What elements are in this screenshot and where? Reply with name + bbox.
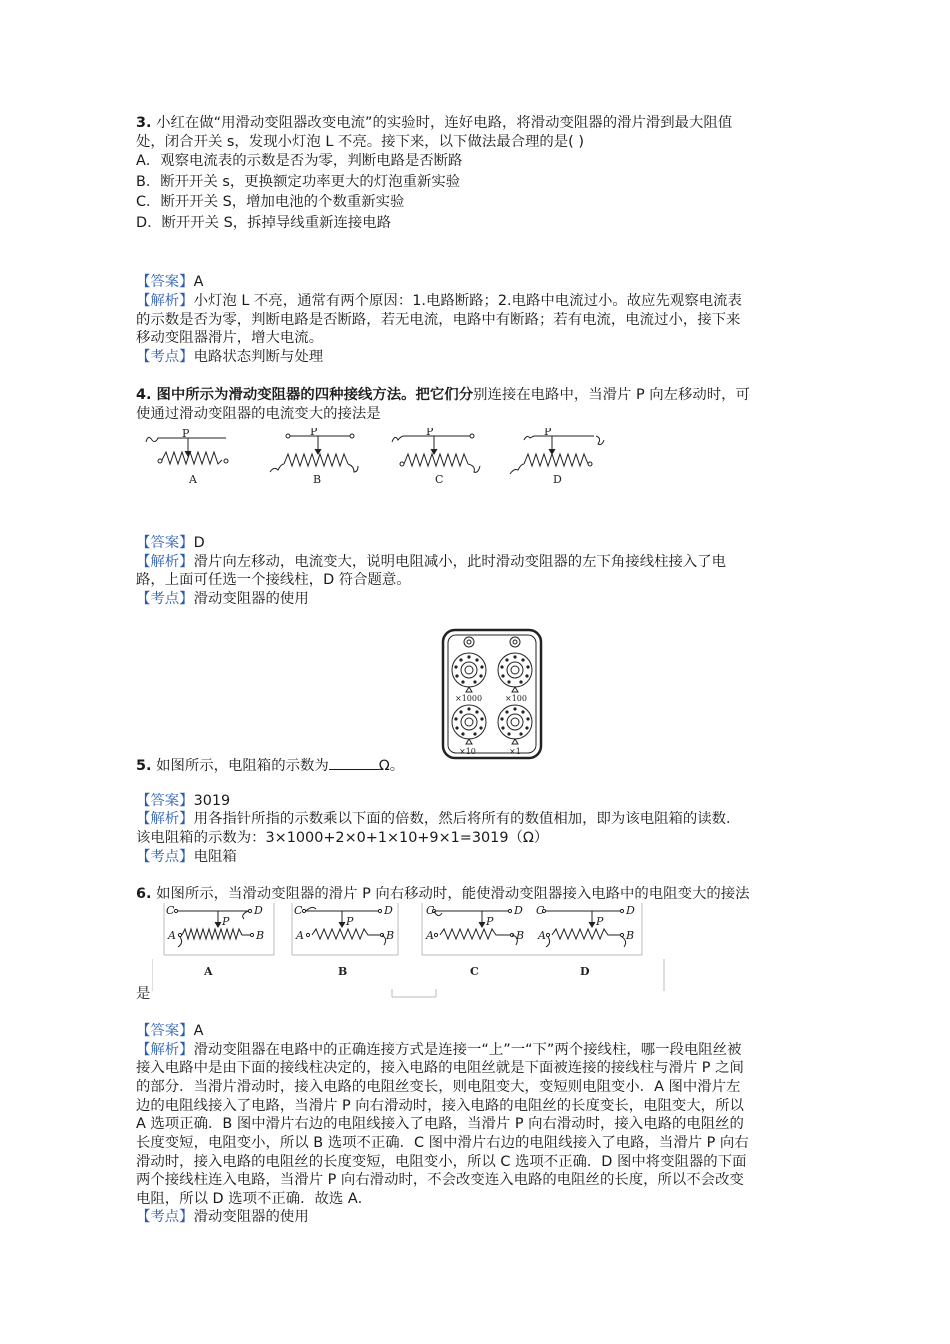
analysis-tag: 【解析】 xyxy=(136,293,194,309)
q3-stem-line2: 处，闭合开关 s，发现小灯泡 L 不亮。接下来，以下做法最合理的是( ) xyxy=(136,134,584,150)
q6-figure-b xyxy=(302,907,385,945)
dial-label-x1: ×1 xyxy=(509,747,521,756)
q5-resistance-box xyxy=(441,628,543,760)
q6-figure-c xyxy=(432,909,517,945)
q3-option-c: C．断开开关 S，增加电池的个数重新实验 xyxy=(136,194,405,210)
q4-figure-c xyxy=(392,434,480,472)
q4-figure-b xyxy=(270,434,358,472)
answer-tag: 【答案】 xyxy=(136,793,194,809)
point-tag: 【考点】 xyxy=(136,591,194,607)
q4-stem-line1: 4. 图中所示为滑动变阻器的四种接线方法。把它们分别连接在电路中，当滑片 P 向左移动时，可 xyxy=(136,387,750,403)
point-tag: 【考点】 xyxy=(136,1209,194,1225)
q6-a-c: C xyxy=(166,904,175,917)
q6-b-a: A xyxy=(296,929,304,942)
q4-slider-label-d: P xyxy=(544,428,552,438)
q4-label-a: A xyxy=(189,473,197,486)
q6-c-a: A xyxy=(426,929,434,942)
dial-label-x100: ×100 xyxy=(505,694,527,703)
dial-label-x10: ×10 xyxy=(459,747,476,756)
q6-point: 【考点】滑动变阻器的使用 xyxy=(136,1209,309,1225)
q3-analysis-line2: 的示数是否为零，判断电路是否断路，若无电流，电路中有断路；若有电流，电流过小，接下来 xyxy=(136,312,741,328)
q6-a-a: A xyxy=(168,929,176,942)
q6-label-b: B xyxy=(338,965,348,978)
q5-analysis-line2: 该电阻箱的示数为：3×1000+2×0+1×10+9×1=3019（Ω） xyxy=(136,830,549,846)
q6-analysis-line8: 两个接线柱连入电路，当滑片 P 向右滑动时，不会改变连入电路的电阻丝的长度，所以不会改变 xyxy=(136,1172,744,1188)
dial-label-x1000: ×1000 xyxy=(455,694,483,703)
q4-figure-a xyxy=(146,437,228,464)
answer-tag: 【答案】 xyxy=(136,274,194,290)
q4-slider-label-a: P xyxy=(182,428,190,440)
q6-label-d: D xyxy=(580,965,590,978)
q4-analysis-line1: 【解析】滑片向左移动，电流变大，说明电阻减小，此时滑动变阻器的左下角接线柱接入了电 xyxy=(136,554,727,570)
q5-analysis-line1: 【解析】用各指针所指的示数乘以下面的倍数，然后将所有的数值相加，即为该电阻箱的读数． xyxy=(136,811,741,827)
point-tag: 【考点】 xyxy=(136,349,194,365)
q6-b-d: D xyxy=(384,904,393,917)
analysis-tag: 【解析】 xyxy=(136,1042,194,1058)
q3-answer: 【答案】A xyxy=(136,274,204,290)
answer-tag: 【答案】 xyxy=(136,1023,194,1039)
q3-stem-line1: 3. 小红在做“用滑动变阻器改变电流”的实验时，连好电路，将滑动变阻器的滑片滑到最大阻值 xyxy=(136,115,733,131)
answer-tag: 【答案】 xyxy=(136,535,194,551)
q4-analysis-line2: 路，上面可任选一个接线柱，D 符合题意。 xyxy=(136,572,411,588)
answer-blank xyxy=(329,755,379,770)
q3-option-d: D．断开开关 S，拆掉导线重新连接电路 xyxy=(136,215,392,231)
q6-analysis-line3: 的部分．当滑片滑动时，接入电路的电阻丝变长，则电阻变大，变短则电阻变小．A 图中滑片左 xyxy=(136,1079,741,1095)
q6-d-b: B xyxy=(626,929,635,942)
q6-a-d: D xyxy=(254,904,263,917)
q5-point: 【考点】电阻箱 xyxy=(136,849,237,865)
q6-figure-a xyxy=(174,909,253,947)
q6-c-d: D xyxy=(514,904,523,917)
q4-slider-label-c: P xyxy=(426,428,434,438)
q6-analysis-line1: 【解析】滑动变阻器在电路中的正确连接方式是连接一“上”一“下”两个接线柱，哪一段电阻丝被 xyxy=(136,1042,742,1058)
q6-a-b: B xyxy=(256,929,265,942)
q6-a-p: P xyxy=(222,915,230,928)
q4-label-b: B xyxy=(313,473,322,486)
q6-analysis-line4: 边的电阻线接入了电路，当滑片 P 向右滑动时，接入电路的电阻丝的长度变长，电阻变大，所以 xyxy=(136,1098,744,1114)
q6-stem-line1: 6. 如图所示，当滑动变阻器的滑片 P 向右移动时，能使滑动变阻器接入电路中的电阻变大的接法 xyxy=(136,886,750,902)
q6-c-c: C xyxy=(426,904,435,917)
q3-number: 3. xyxy=(136,115,152,131)
q4-stem-line2: 使通过滑动变阻器的电流变大的接法是 xyxy=(136,406,381,422)
q5-answer: 【答案】3019 xyxy=(136,793,231,809)
q3-analysis-line3: 移动变阻器滑片，增大电流。 xyxy=(136,330,324,346)
q6-label-a: A xyxy=(204,965,213,978)
q6-analysis-line9: 电阻，所以 D 选项不正确．故选 A． xyxy=(136,1191,373,1207)
q3-point: 【考点】电路状态判断与处理 xyxy=(136,349,324,365)
q5-stem: 5. 如图所示，电阻箱的示数为 Ω。 xyxy=(136,755,404,776)
q6-rheostat-figures xyxy=(152,903,666,999)
q6-b-c: C xyxy=(294,904,303,917)
point-tag: 【考点】 xyxy=(136,849,194,865)
analysis-tag: 【解析】 xyxy=(136,811,194,827)
q6-d-p: P xyxy=(596,915,604,928)
q6-label-c: C xyxy=(470,965,479,978)
q4-rheostat-figures xyxy=(140,428,620,490)
q4-label-c: C xyxy=(435,473,444,486)
q4-label-d: D xyxy=(553,473,562,486)
q4-answer: 【答案】D xyxy=(136,535,205,551)
q4-point: 【考点】滑动变阻器的使用 xyxy=(136,591,309,607)
q3-option-a: A．观察电流表的示数是否为零，判断电路是否断路 xyxy=(136,153,463,169)
q6-c-b: B xyxy=(516,929,525,942)
q3-analysis-line1: 【解析】小灯泡 L 不亮，通常有两个原因：1.电路断路；2.电路中电流过小。故应先观察电流表 xyxy=(136,293,742,309)
q4-slider-label-b: P xyxy=(310,428,318,438)
q6-analysis-line7: 滑动时，接入电路的电阻丝的长度变短，电阻变小，所以 C 选项不正确．D 图中将变阻器的下面 xyxy=(136,1154,747,1170)
q6-b-p: P xyxy=(346,915,354,928)
q6-answer: 【答案】A xyxy=(136,1023,204,1039)
q6-d-c: C xyxy=(536,904,545,917)
q6-analysis-line2: 接入电路中是由下面的接线柱决定的，接入电路的电阻丝就是下面被连接的接线柱与滑片 P 之间 xyxy=(136,1060,744,1076)
q6-d-a: A xyxy=(538,929,546,942)
analysis-tag: 【解析】 xyxy=(136,554,194,570)
q6-analysis-line6: 长度变短，电阻变小，所以 B 选项不正确．C 图中滑片右边的电阻线接入了电路，当滑片 P 向右 xyxy=(136,1135,749,1151)
q6-analysis-line5: A 选项正确．B 图中滑片右边的电阻线接入了电路，当滑片 P 向右滑动时，接入电路的电阻丝的 xyxy=(136,1116,744,1132)
q6-stem-line2: 是 xyxy=(136,986,151,1002)
q6-b-b: B xyxy=(386,929,395,942)
q4-figure-d xyxy=(510,436,604,474)
q6-figure-d xyxy=(542,909,625,947)
q6-c-p: P xyxy=(486,915,494,928)
q3-option-b: B．断开开关 s，更换额定功率更大的灯泡重新实验 xyxy=(136,174,461,190)
q6-d-d: D xyxy=(626,904,635,917)
